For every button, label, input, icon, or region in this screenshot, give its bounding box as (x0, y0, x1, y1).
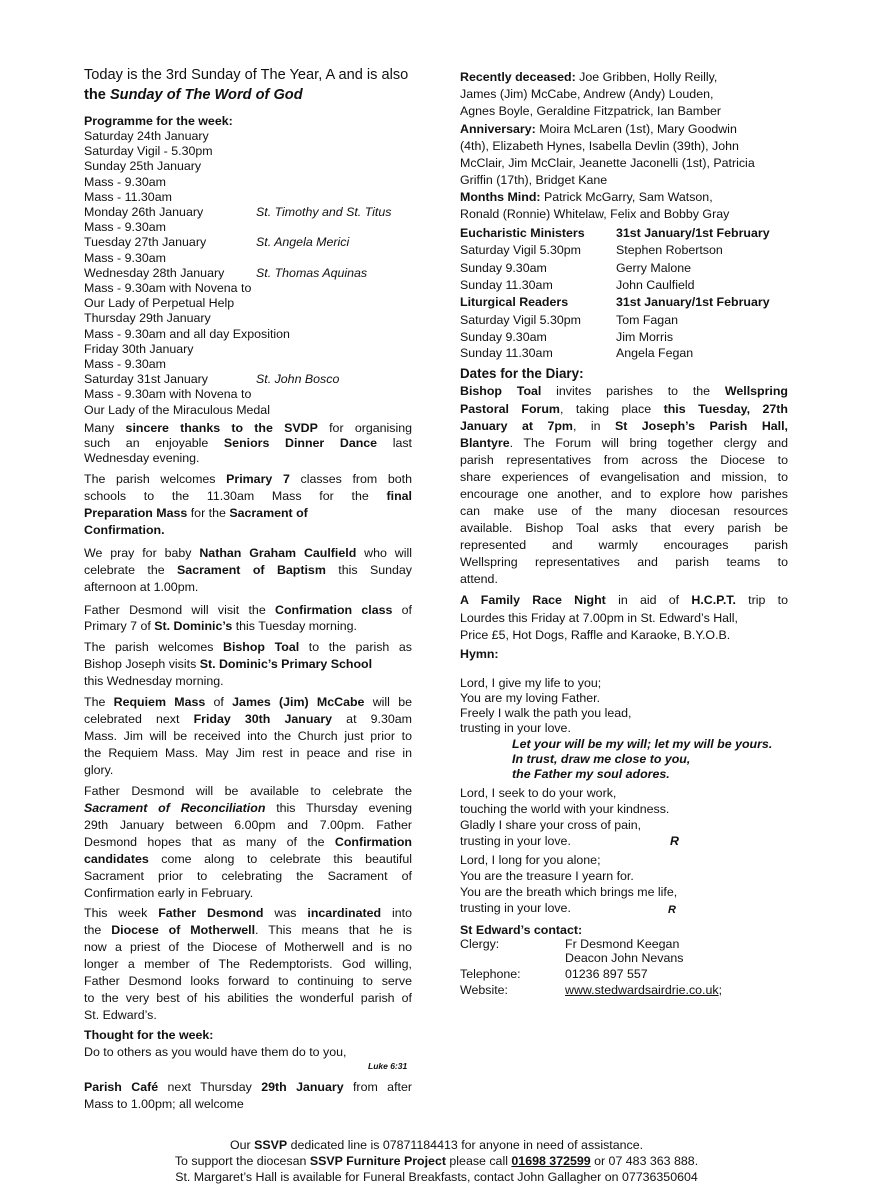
table-row-time: Sunday 9.30am (460, 261, 547, 275)
page-title-line-1: Today is the 3rd Sunday of The Year, A and is also (84, 67, 409, 83)
programme-heading: Programme for the week: (84, 114, 233, 128)
programme-item: Our Lady of the Miraculous Medal (84, 402, 270, 417)
contact-heading: St Edward’s contact: (460, 923, 583, 937)
table-row-name: Angela Fegan (616, 346, 694, 360)
thought-reference: Luke 6:31 (368, 1061, 408, 1071)
clergy-name: Deacon John Nevans (565, 951, 684, 965)
table-row-time: Sunday 11.30am (460, 346, 553, 360)
programme-item: Sunday 25th January (84, 159, 202, 174)
thought-text: Do to others as you would have them do to you, (84, 1045, 347, 1059)
programme-feast-day: St. Timothy and St. Titus (256, 205, 392, 219)
diary-heading: Dates for the Diary: (460, 366, 584, 381)
refrain-marker: R (670, 834, 679, 848)
programme-item: Saturday 24th January (84, 129, 209, 143)
website-label: Website: (460, 983, 508, 997)
programme-item: Saturday Vigil - 5.30pm (84, 144, 213, 159)
programme-feast-day: St. Angela Merici (256, 235, 350, 250)
table-row-time: Saturday Vigil 5.30pm (460, 243, 581, 257)
table-row-name: John Caulfield (616, 278, 695, 292)
programme-item: Mass - 9.30am (84, 357, 166, 371)
hymn-heading: Hymn: (460, 647, 499, 661)
programme-item: Friday 30th January (84, 341, 194, 356)
telephone-number: 01236 897 557 (565, 967, 648, 981)
furniture-phone: 01698 372599 (511, 1154, 591, 1168)
programme-item: Mass - 9.30am (84, 174, 166, 189)
footer-hall-line: St. Margaret’s Hall is available for Funeral Breakfasts, contact John Gallagher on 07736350604 (175, 1170, 698, 1184)
programme-item: Mass - 9.30am with Novena to (84, 387, 252, 402)
table-row-name: Tom Fagan (616, 313, 678, 327)
programme-item: Our Lady of Perpetual Help (84, 296, 235, 311)
programme-item: Thursday 29th January (84, 311, 211, 326)
programme-item: Mass - 11.30am (84, 189, 172, 204)
table-row-time: Sunday 11.30am (460, 278, 553, 292)
programme-item: Mass - 9.30am (84, 250, 166, 265)
programme-item: Tuesday 27th January (84, 235, 207, 250)
table-row-name: Gerry Malone (616, 261, 692, 275)
clergy-name: Fr Desmond Keegan (565, 937, 680, 951)
ministers-date: 31st January/1st February (616, 226, 770, 240)
table-row-time: Sunday 9.30am (460, 330, 547, 344)
programme-item: Mass - 9.30am with Novena to (84, 281, 252, 295)
refrain-marker: R (668, 904, 676, 916)
thought-heading: Thought for the week: (84, 1028, 214, 1042)
programme-item: Monday 26th January (84, 205, 204, 219)
programme-item: Wednesday 28th January (84, 265, 225, 280)
footer-ssvp-line: Our SSVP dedicated line is 07871184413 for anyone in need of assistance. (229, 1138, 644, 1152)
ministers-heading: Eucharistic Ministers (460, 226, 585, 240)
clergy-label: Clergy: (460, 937, 500, 951)
table-row-time: Saturday Vigil 5.30pm (460, 313, 581, 327)
table-row-name: Stephen Robertson (616, 243, 723, 257)
footer-furniture-line: To support the diocesan SSVP Furniture Project please call 01698 372599 or 07 483 363 888. (174, 1154, 699, 1168)
programme-item: Saturday 31st January (84, 372, 208, 387)
programme-feast-day: St. Thomas Aquinas (256, 265, 368, 280)
programme-item: Mass - 9.30am and all day Exposition (84, 326, 290, 341)
table-row-name: Jim Morris (616, 330, 674, 344)
programme-feast-day: St. John Bosco (256, 372, 340, 387)
page-title-emphasis: Sunday of The Word of God (109, 87, 303, 103)
readers-heading: Liturgical Readers (460, 295, 569, 309)
telephone-label: Telephone: (460, 967, 521, 981)
readers-date: 31st January/1st February (616, 295, 770, 309)
page-title-line-2: the Sunday of The Word of God (84, 87, 303, 103)
programme-item: Mass - 9.30am (84, 220, 166, 235)
website-link[interactable]: www.stedwardsairdrie.co.uk (565, 983, 719, 997)
